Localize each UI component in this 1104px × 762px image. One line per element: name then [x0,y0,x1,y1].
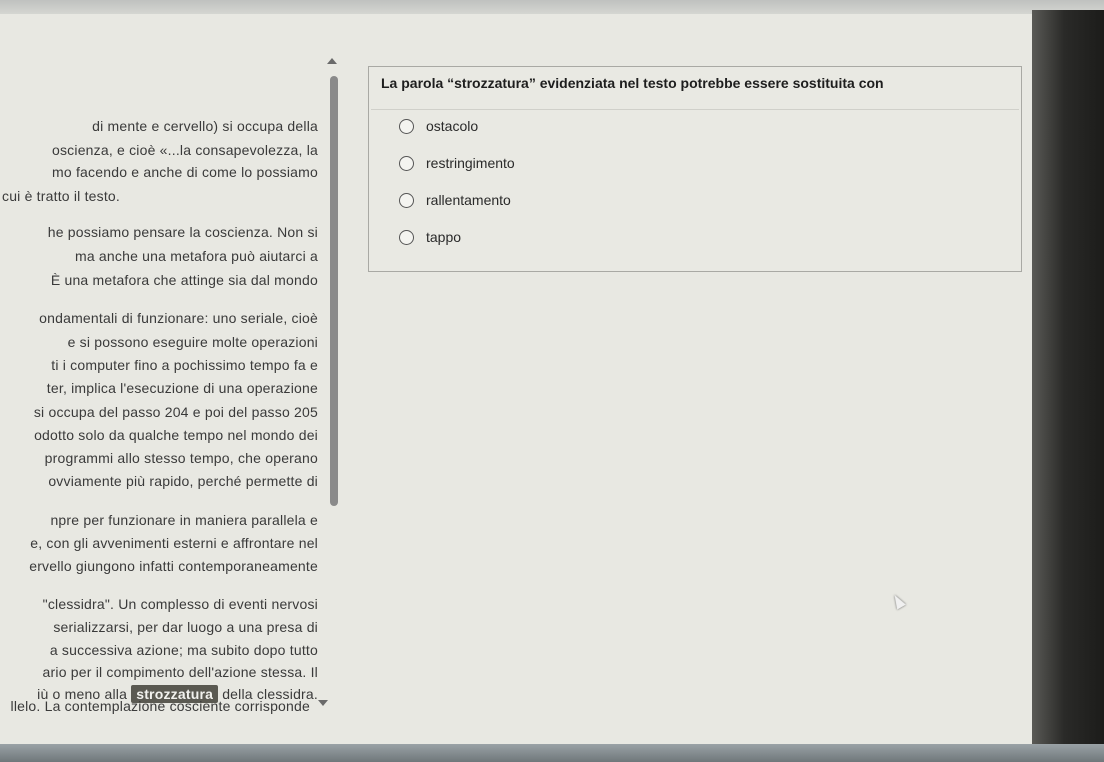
question-text: La parola “strozzatura” evidenziata nel testo potrebbe essere sostituita con [381,75,884,91]
monitor-bottom-bezel [0,744,1104,762]
reading-line: oscienza, e cioè «...la consapevolezza, la [52,142,318,158]
radio-button[interactable] [399,193,414,208]
option-label: tappo [426,229,462,245]
option-restringimento[interactable] [399,155,515,171]
reading-line: ovviamente più rapido, perché permette di [48,473,318,489]
reading-pane [0,100,322,720]
reading-line: "clessidra". Un complesso di eventi nervosi [42,596,318,612]
radio-button[interactable] [399,119,414,134]
highlighted-word: strozzatura [131,685,218,703]
option-rallentamento[interactable] [399,192,511,208]
radio-button[interactable] [399,156,414,171]
reading-line: ma anche una metafora può aiutarci a [74,248,318,264]
scroll-thumb[interactable] [330,76,338,506]
radio-button[interactable] [399,230,414,245]
reading-line: programmi allo stesso tempo, che operano [44,450,318,466]
reading-line: si occupa del passo 204 e poi del passo 205 [33,404,318,420]
question-box [368,66,1022,272]
reading-scrollbar[interactable] [324,58,340,708]
reading-line: ter, implica l'esecuzione di una operazione [46,380,318,396]
reading-line: serializzarsi, per dar luogo a una presa di [53,619,318,635]
highlight-line-before: iù o meno alla [37,686,128,702]
reading-line: ario per il compimento dell'azione stessa. Il [42,664,318,680]
reading-line: È una metafora che attinge sia dal mondo [50,272,318,288]
option-tappo[interactable] [399,229,461,245]
reading-line: e, con gli avvenimenti esterni e affrontare nel [30,535,318,551]
options-list [371,109,1019,260]
option-ostacolo[interactable] [399,118,478,134]
reading-line: ondamentali di funzionare: uno seriale, cioè [39,310,318,326]
reading-line: e si possono eseguire molte operazioni [67,334,318,350]
reading-line: ti i computer fino a pochissimo tempo fa e [51,357,318,373]
scroll-up-arrow-icon[interactable] [327,58,337,64]
reading-line: a successiva azione; ma subito dopo tutto [49,642,318,658]
reading-line: di mente e cervello) si occupa della [92,118,318,134]
option-label: rallentamento [426,192,511,208]
option-label: restringimento [426,155,515,171]
reading-line: npre per funzionare in maniera parallela e [50,512,318,528]
option-label: ostacolo [426,118,479,134]
highlight-line-after: della clessidra. [222,686,318,702]
scroll-down-arrow-icon[interactable] [318,700,328,706]
reading-line: ervello giungono infatti contemporaneamente [29,558,318,574]
reading-line: odotto solo da qualche tempo nel mondo dei [34,427,318,443]
reading-line: cui è tratto il testo. [2,188,121,204]
monitor-right-bezel [1032,10,1104,762]
reading-line-last: llelo. La contemplazione cosciente corrisponde [10,698,310,714]
reading-line: he possiamo pensare la coscienza. Non si [47,224,318,240]
reading-line: mo facendo e anche di come lo possiamo [52,164,318,180]
